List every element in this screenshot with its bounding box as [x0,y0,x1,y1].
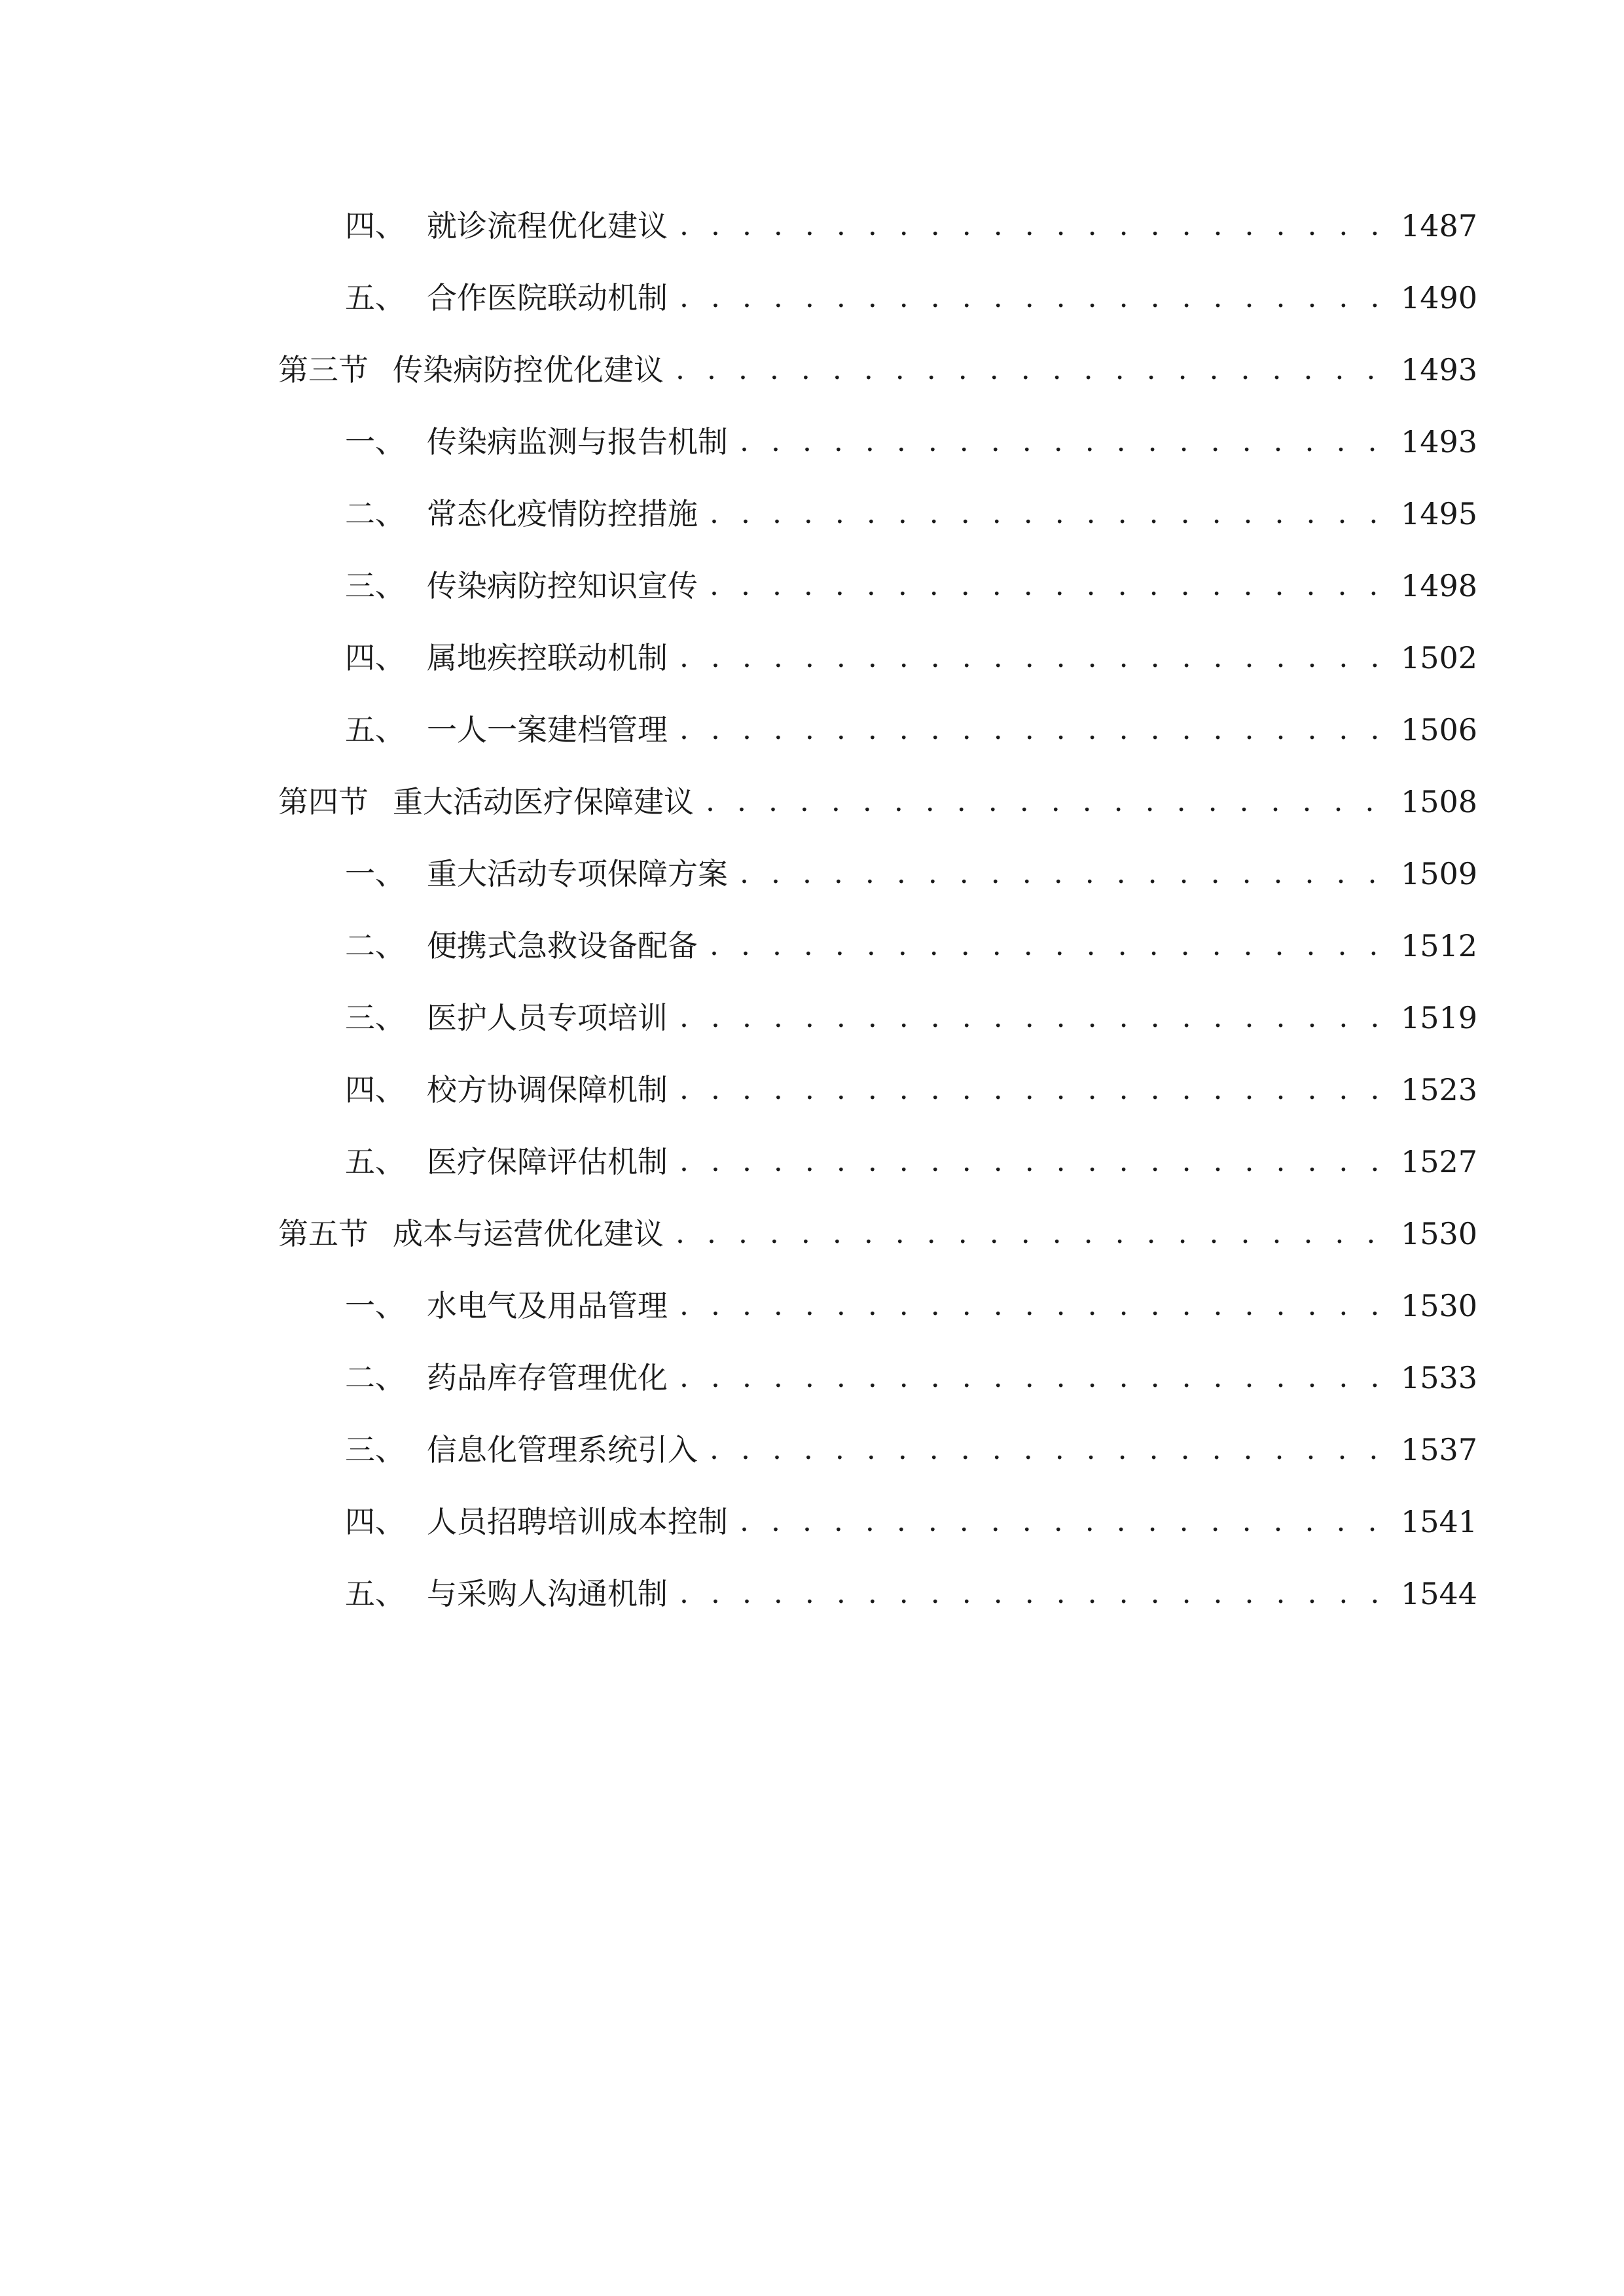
entry-number: 五、 [345,1144,405,1179]
dot-leader [679,998,1386,1037]
entry-number: 二、 [345,1360,405,1395]
entry-number: 二、 [345,496,405,531]
entry-page-number: 1502 [1401,640,1478,675]
toc-entry[interactable] [278,1342,1478,1414]
entry-number: 五、 [345,1576,405,1611]
entry-title: 传染病监测与报告机制 [427,424,728,459]
entry-page-number: 1498 [1401,568,1478,603]
entry-title: 医疗保障评估机制 [427,1144,668,1179]
entry-page-number: 1509 [1401,856,1478,891]
entry-title: 合作医院联动机制 [427,280,668,315]
entry-page-number: 1519 [1401,1000,1478,1035]
dot-leader [710,1430,1386,1469]
toc-section-entry[interactable] [278,334,1478,406]
entry-title: 人员招聘培训成本控制 [427,1504,728,1539]
entry-number: 一、 [345,424,405,459]
entry-title: 水电气及用品管理 [427,1288,668,1323]
toc-entry[interactable] [278,406,1478,478]
entry-title: 医护人员专项培训 [427,1000,668,1035]
entry-number: 四、 [345,1504,405,1539]
toc-entry[interactable] [278,694,1478,766]
entry-number: 四、 [345,1072,405,1107]
dot-leader [679,278,1386,317]
dot-leader [679,1142,1386,1181]
entry-page-number: 1487 [1401,208,1478,243]
dot-leader [679,638,1386,677]
section-title: 成本与运营优化建议 [393,1216,664,1251]
dot-leader [679,1070,1386,1109]
entry-number: 五、 [345,712,405,747]
dot-leader [679,206,1386,245]
entry-page-number: 1541 [1401,1504,1478,1539]
toc-entry[interactable] [278,838,1478,910]
dot-leader [679,710,1386,749]
section-number: 第四节 [278,784,369,819]
entry-number: 四、 [345,640,405,675]
entry-page-number: 1495 [1401,496,1478,531]
entry-number: 三、 [345,568,405,603]
entry-page-number: 1512 [1401,928,1478,963]
entry-title: 药品库存管理优化 [427,1360,668,1395]
entry-page-number: 1523 [1401,1072,1478,1107]
toc-entry[interactable] [278,1558,1478,1630]
toc-entry[interactable] [278,910,1478,982]
entry-number: 三、 [345,1000,405,1035]
dot-leader [676,350,1386,389]
toc-entry[interactable] [278,478,1478,550]
entry-page-number: 1493 [1401,352,1478,387]
entry-title: 一人一案建档管理 [427,712,668,747]
dot-leader [740,1502,1386,1541]
dot-leader [679,1286,1386,1325]
entry-title: 与采购人沟通机制 [427,1576,668,1611]
toc-entry[interactable] [278,1486,1478,1558]
dot-leader [710,926,1386,965]
dot-leader [740,422,1386,461]
entry-page-number: 1530 [1401,1216,1478,1251]
toc-section-entry[interactable] [278,766,1478,838]
section-title: 传染病防控优化建议 [393,352,664,387]
section-number: 第五节 [278,1216,369,1251]
entry-title: 校方协调保障机制 [427,1072,668,1107]
dot-leader [710,494,1386,533]
entry-title: 传染病防控知识宣传 [427,568,698,603]
dot-leader [706,782,1386,821]
toc-entry[interactable] [278,1270,1478,1342]
entry-number: 四、 [345,208,405,243]
entry-page-number: 1506 [1401,712,1478,747]
table-of-contents [278,190,1478,1630]
dot-leader [676,1214,1386,1253]
toc-entry[interactable] [278,550,1478,622]
entry-number: 一、 [345,856,405,891]
entry-page-number: 1490 [1401,280,1478,315]
toc-entry[interactable] [278,262,1478,334]
entry-title: 重大活动专项保障方案 [427,856,728,891]
toc-entry[interactable] [278,1414,1478,1486]
entry-title: 就诊流程优化建议 [427,208,668,243]
dot-leader [679,1574,1386,1613]
entry-page-number: 1508 [1401,784,1478,819]
toc-entry[interactable] [278,982,1478,1054]
entry-page-number: 1537 [1401,1432,1478,1467]
entry-page-number: 1533 [1401,1360,1478,1395]
toc-entry[interactable] [278,1054,1478,1126]
entry-number: 二、 [345,928,405,963]
entry-number: 三、 [345,1432,405,1467]
entry-title: 属地疾控联动机制 [427,640,668,675]
dot-leader [740,854,1386,893]
dot-leader [710,566,1386,605]
section-title: 重大活动医疗保障建议 [393,784,694,819]
entry-number: 一、 [345,1288,405,1323]
toc-section-entry[interactable] [278,1198,1478,1270]
entry-title: 便携式急救设备配备 [427,928,698,963]
entry-title: 常态化疫情防控措施 [427,496,698,531]
entry-title: 信息化管理系统引入 [427,1432,698,1467]
entry-page-number: 1544 [1401,1576,1478,1611]
entry-page-number: 1530 [1401,1288,1478,1323]
toc-entry[interactable] [278,190,1478,262]
toc-entry[interactable] [278,1126,1478,1198]
entry-number: 五、 [345,280,405,315]
toc-entry[interactable] [278,622,1478,694]
section-number: 第三节 [278,352,369,387]
entry-page-number: 1527 [1401,1144,1478,1179]
dot-leader [679,1358,1386,1397]
entry-page-number: 1493 [1401,424,1478,459]
